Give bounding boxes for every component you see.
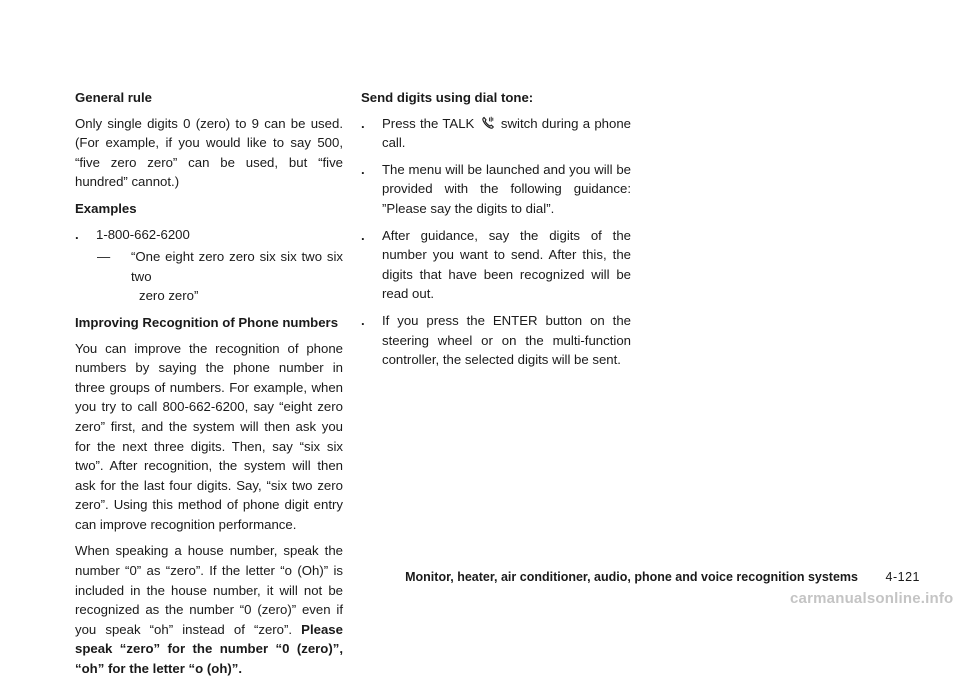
general-rule-text: Only single digits 0 (zero) to 9 can be used. (For example, if you would like to say 500, “five zero zero” can be used, but “five hundred” cannot.) [75, 115, 343, 190]
right-column [361, 88, 631, 377]
bullet-mark: . [75, 226, 79, 242]
send-digits-step-1 [361, 114, 631, 153]
general-rule-heading: General rule [75, 90, 152, 105]
bullet-mark: . [361, 312, 365, 328]
send-digits-heading: Send digits using dial tone: [361, 90, 534, 105]
talk-phone-icon [481, 116, 495, 130]
dash-mark: — [97, 249, 111, 265]
improving-text: You can improve the recognition of phone numbers by saying the phone number in three groups of numbers. For example, when you try to call 800-662-6200, say “eight zero zero” first, and the system will then ask you for the next three digits. Then, say “six six two”. After recognition, the system will then ask for the last four digits. Say, “six two zero zero”. Using this method of phone digit entry can improve recognition performance. [75, 340, 343, 532]
watermark: carmanualsonline.info [790, 590, 954, 607]
footer-section-title: Monitor, heater, air conditioner, audio, phone and voice recognition systems [405, 570, 858, 584]
bullet-mark: . [361, 161, 365, 177]
page-number: 4-121 [885, 570, 920, 584]
bullet-mark: . [361, 115, 365, 131]
step-4-text: If you press the ENTER button on the steering wheel or on the multi-function controller, the selected digits will be sent. [382, 312, 631, 368]
step-1-text-post: switch during a phone call. [382, 115, 632, 151]
send-digits-step-4 [361, 311, 631, 370]
send-digits-step-3 [361, 226, 631, 304]
house-number-paragraph [75, 541, 343, 678]
example-spoken-line-2: zero zero” [139, 288, 199, 304]
step-2-text: The menu will be launched and you will be provided with the following guidance: ”Please say the digits to dial”. [382, 161, 631, 216]
example-number: 1-800-662-6200 [96, 226, 190, 242]
example-spoken-line-1: “One eight zero zero six six two six two [131, 249, 343, 284]
send-digits-step-2 [361, 160, 631, 219]
example-item [75, 225, 343, 245]
house-number-bold-text: Please speak “zero” for the number “0 (zero)”, “oh” for the letter “o (oh)”. [75, 621, 343, 677]
example-spoken [97, 247, 343, 306]
improving-heading: Improving Recognition of Phone numbers [75, 314, 339, 330]
bullet-mark: . [361, 227, 365, 243]
examples-heading: Examples [75, 200, 137, 216]
left-column [75, 88, 343, 686]
step-3-text: After guidance, say the digits of the number you want to send. After this, the digits that have been recognized will be read out. [382, 227, 631, 302]
house-number-text: When speaking a house number, speak the number “0” as “zero”. If the letter “o (Oh)” is included in the house number, it will not be recognized as the number “0 (zero)” even if you speak “oh” instead of “zero”. [75, 543, 343, 637]
step-1-text-pre: Press the TALK [382, 115, 475, 131]
